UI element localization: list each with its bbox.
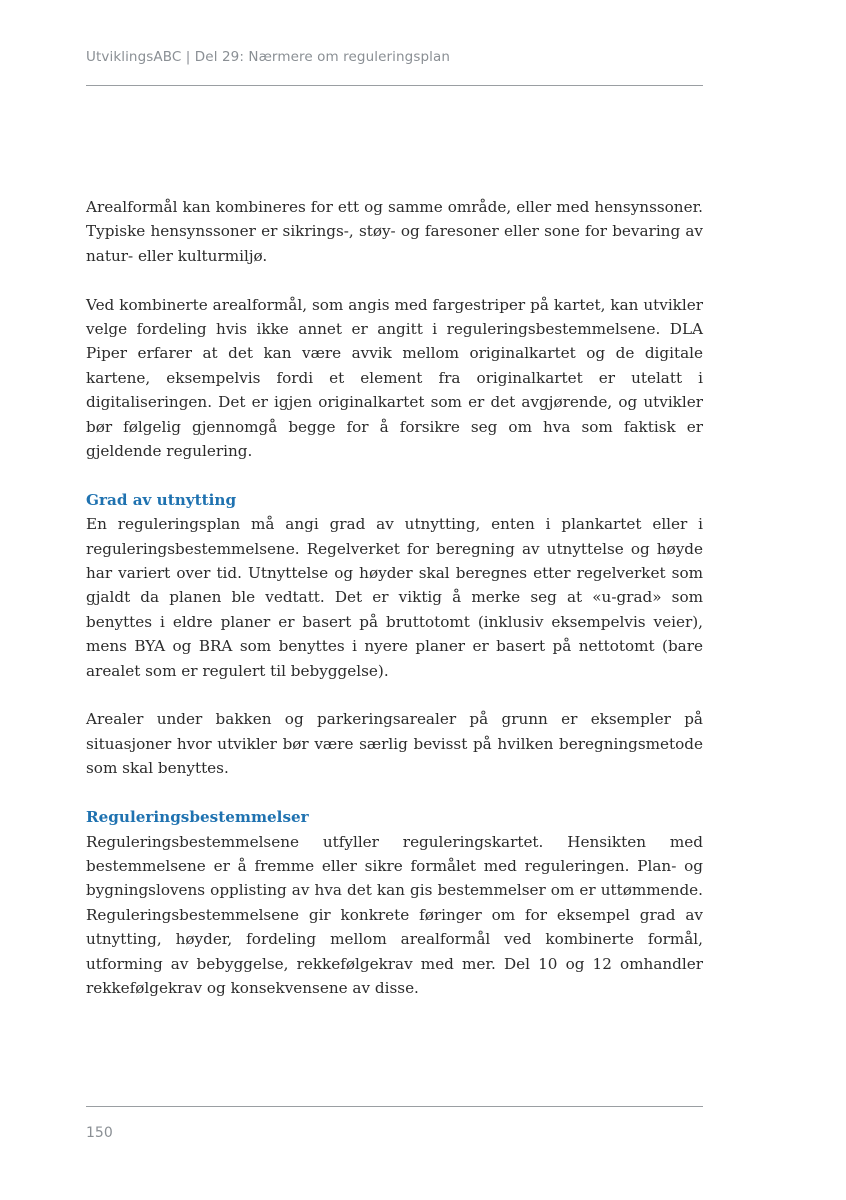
section-heading: Reguleringsbestemmelser	[86, 808, 309, 827]
body-paragraph: Reguleringsbestemmelsene utfyller reguleringskartet. Hensikten med bestemmelsene er å fremme eller sikre formålet med reguleringen. Plan- og bygningslovens opplisting av hva det kan gis bestemmelser om er uttømmende. Reguleringsbestemmelsene gir konkrete føringer om for eksempel grad av utnytting, høyder, fordeling mellom arealformål ved kombinerte formål, utforming av bebyggelse, rekkefølgekrav med mer. Del 10 og 12 omhandler rekkefølgekrav og konsekvensene av disse.	[86, 832, 703, 997]
page-number: 150	[86, 1125, 113, 1141]
body-paragraph: En reguleringsplan må angi grad av utnytting, enten i plankartet eller i reguleringsbestemmelsene. Regelverket for beregning av utnyttelse og høyde har variert over tid. Utnyttelse og høyder skal beregnes etter regelverket som gjaldt da planen ble vedtatt. Det er viktig å merke seg at «u-grad» som benyttes i eldre planer er basert på bruttotomt (inklusiv eksempelvis veier), mens BYA og BRA som benyttes i nyere planer er basert på nettotomt (bare arealet som er regulert til bebyggelse).	[86, 515, 703, 680]
running-header: UtviklingsABC | Del 29: Nærmere om reguleringsplan	[86, 49, 450, 65]
footer-divider	[86, 1106, 703, 1107]
body-paragraph: Arealformål kan kombineres for ett og samme område, eller med hensynssoner. Typiske hensynssoner er sikrings-, støy- og faresoner eller sone for bevaring av natur- eller kulturmiljø.	[86, 198, 703, 265]
main-content	[86, 195, 703, 1000]
body-paragraph: Arealer under bakken og parkeringsarealer på grunn er eksempler på situasjoner hvor utvikler bør være særlig bevisst på hvilken beregningsmetode som skal benyttes.	[86, 710, 703, 778]
section-heading: Grad av utnytting	[86, 490, 237, 509]
body-paragraph: Ved kombinerte arealformål, som angis med fargestriper på kartet, kan utvikler velge fordeling hvis ikke annet er angitt i reguleringsbestemmelsene. DLA Piper erfarer at det kan være avvik mellom originalkartet og de digitale kartene, eksempelvis fordi et element fra originalkartet er utelatt i digitaliseringen. Det er igjen originalkartet som er det avgjørende, og utvikler bør følgelig gjennomgå begge for å forsikre seg om hva som faktisk er gjeldende regulering.	[86, 295, 703, 461]
header-divider	[86, 85, 703, 86]
